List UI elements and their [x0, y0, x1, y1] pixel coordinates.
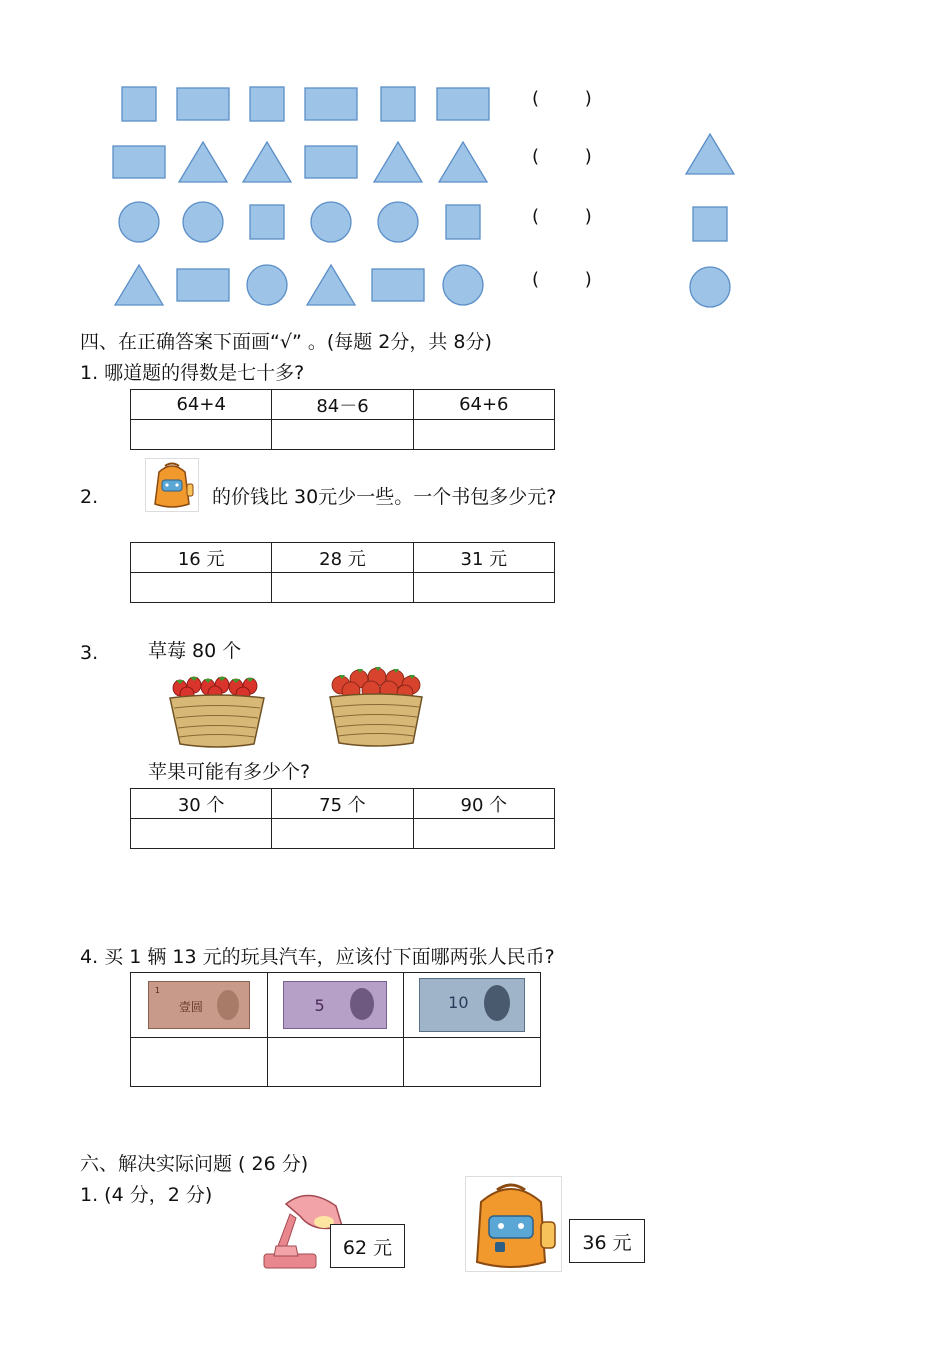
row-1-answer-paren[interactable]: ( )	[532, 88, 592, 109]
q2-options-table	[130, 542, 555, 603]
q3-options-table	[130, 788, 555, 849]
row-3-target-square-shape	[692, 206, 728, 242]
q2-answer-cell-1[interactable]	[131, 573, 272, 603]
q2-option-3: 31 元	[413, 543, 554, 573]
q1-text: 1. 哪道题的得数是七十多?	[80, 362, 305, 384]
row-2-target-triangle-shape	[685, 133, 735, 175]
q1-options-table	[130, 389, 555, 450]
five-yuan-note	[283, 981, 387, 1029]
q2-option-1: 16 元	[131, 543, 272, 573]
row-4-rect-shape-5	[371, 268, 425, 302]
one-yuan-note	[148, 981, 250, 1029]
row-2-rect-shape-4	[304, 145, 358, 179]
q4-note-2-cell	[267, 973, 404, 1038]
row-4-answer-paren[interactable]: ( )	[532, 269, 592, 290]
q1-answer-cell-3[interactable]	[413, 420, 554, 450]
q4-text: 4. 买 1 辆 13 元的玩具汽车，应该付下面哪两张人民币?	[80, 946, 555, 968]
row-2-triangle-shape-6	[438, 141, 488, 183]
q1-answer-cell-2[interactable]	[272, 420, 413, 450]
ten-yuan-note	[419, 978, 525, 1032]
note-2-value: 5	[314, 996, 325, 1015]
q1-option-1: 64+4	[131, 390, 272, 420]
schoolbag-image	[465, 1176, 562, 1272]
bag-price-box: 36 元	[569, 1219, 645, 1263]
q2-option-2: 28 元	[272, 543, 413, 573]
q1-answer-cell-1[interactable]	[131, 420, 272, 450]
row-3-square-shape-3	[249, 204, 285, 240]
row-1-square-shape-3	[249, 86, 285, 122]
q2-number: 2.	[80, 486, 99, 508]
apple-basket-image	[327, 663, 425, 748]
row-2-triangle-shape-2	[178, 141, 228, 183]
q4-note-1-cell	[131, 973, 268, 1038]
row-1-square-shape-5	[380, 86, 416, 122]
row-3-square-shape-6	[445, 204, 481, 240]
row-3-circle-shape-5	[377, 201, 419, 243]
q4-answer-cell-3[interactable]	[404, 1038, 541, 1087]
q2-text: 的价钱比 30元少一些。一个书包多少元?	[212, 486, 557, 508]
row-1-square-shape-1	[121, 86, 157, 122]
row-4-triangle-shape-1	[114, 264, 164, 306]
s6-q1-text: 1. (4 分，2 分)	[80, 1184, 213, 1206]
backpack-image	[145, 458, 199, 512]
row-4-triangle-shape-4	[306, 264, 356, 306]
q3-number: 3.	[80, 642, 99, 664]
row-2-triangle-shape-3	[242, 141, 292, 183]
row-4-circle-shape-6	[442, 264, 484, 306]
row-3-circle-shape-1	[118, 201, 160, 243]
strawberry-basket-image	[166, 672, 268, 748]
row-3-circle-shape-2	[182, 201, 224, 243]
section4-heading: 四、在正确答案下面画“√” 。(每题 2分，共 8分)	[80, 331, 492, 353]
row-1-rect-shape-2	[176, 87, 230, 121]
q4-answer-cell-1[interactable]	[131, 1038, 268, 1087]
q1-option-3: 64+6	[413, 390, 554, 420]
note-3-value: 10	[448, 993, 469, 1012]
lamp-price-box: 62 元	[330, 1224, 405, 1268]
q3-option-2: 75 个	[272, 789, 413, 819]
note-1-value: 1	[154, 986, 160, 995]
row-1-rect-shape-4	[304, 87, 358, 121]
row-4-circle-shape-3	[246, 264, 288, 306]
row-1-rect-shape-6	[436, 87, 490, 121]
row-3-answer-paren[interactable]: ( )	[532, 206, 592, 227]
section6-heading: 六、解决实际问题 ( 26 分)	[80, 1153, 309, 1175]
q2-answer-cell-3[interactable]	[413, 573, 554, 603]
note-1-label: 壹圆	[178, 1000, 203, 1014]
q2-answer-cell-2[interactable]	[272, 573, 413, 603]
row-4-rect-shape-2	[176, 268, 230, 302]
q4-options-table	[130, 972, 541, 1087]
strawberry-label: 草莓 80 个	[148, 640, 242, 662]
q4-note-3-cell	[404, 973, 541, 1038]
q3-answer-cell-3[interactable]	[413, 819, 554, 849]
q1-option-2: 84－6	[272, 390, 413, 420]
q4-answer-cell-2[interactable]	[267, 1038, 404, 1087]
row-2-triangle-shape-5	[373, 141, 423, 183]
row-3-circle-shape-4	[310, 201, 352, 243]
row-2-answer-paren[interactable]: ( )	[532, 146, 592, 167]
row-4-target-circle-shape	[689, 266, 731, 308]
q3-answer-cell-1[interactable]	[131, 819, 272, 849]
q3-option-1: 30 个	[131, 789, 272, 819]
q3-answer-cell-2[interactable]	[272, 819, 413, 849]
q3-option-3: 90 个	[413, 789, 554, 819]
q3-question: 苹果可能有多少个?	[148, 761, 311, 783]
row-2-rect-shape-1	[112, 145, 166, 179]
